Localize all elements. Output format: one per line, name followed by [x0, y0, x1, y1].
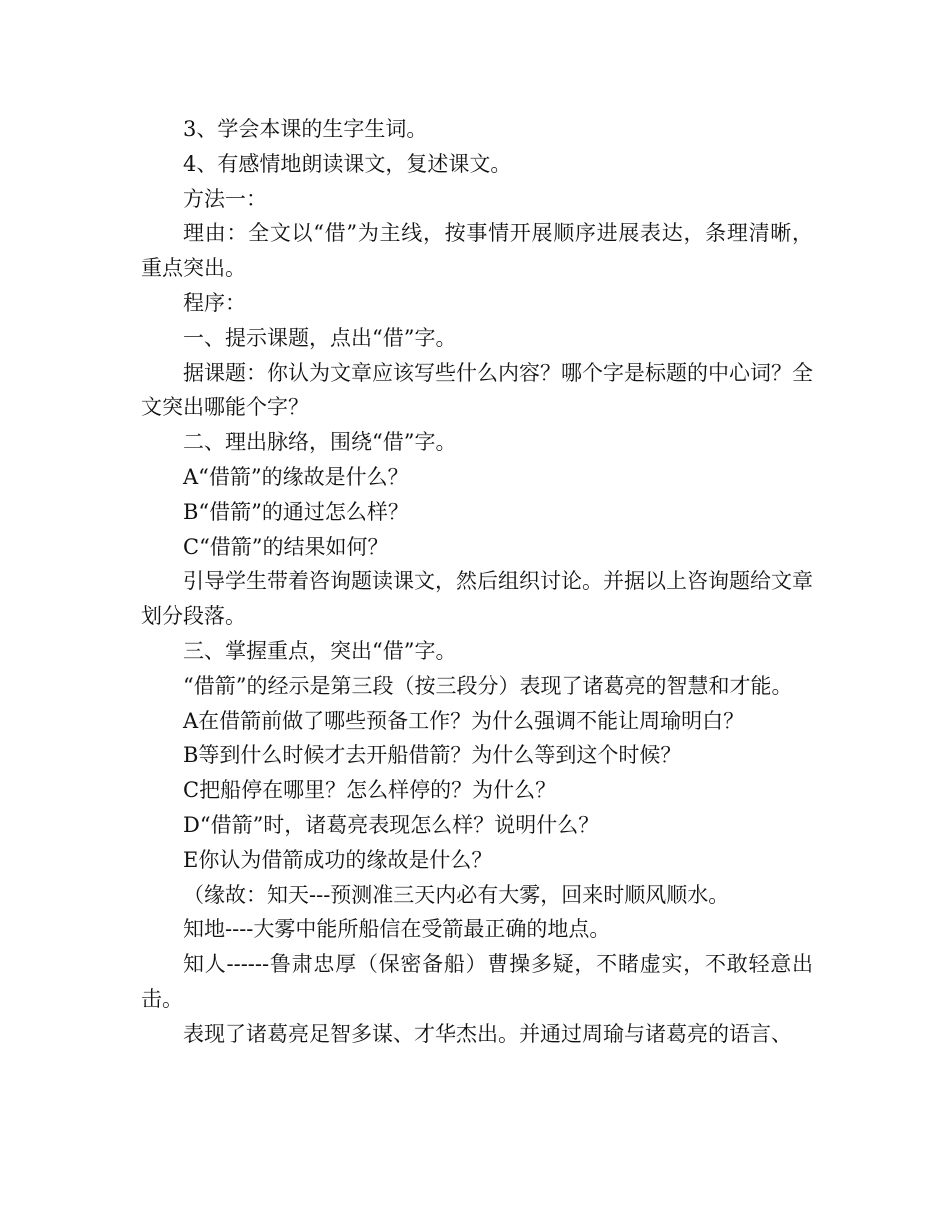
paragraph-objective-4: 4、有感情地朗读课文，复述课文。 — [183, 151, 512, 176]
paragraph-method-heading: 方法一： — [183, 186, 267, 211]
paragraph-step-2: 二、理出脉络，围绕“借”字。 — [183, 430, 457, 455]
paragraph-focus-c: C把船停在哪里？怎么样停的？为什么？ — [183, 778, 557, 803]
paragraph-focus-b: B等到什么时候才去开船借箭？为什么等到这个时候？ — [183, 743, 682, 768]
paragraph-focus-a: A在借箭前做了哪些预备工作？为什么强调不能让周瑜明白？ — [183, 708, 745, 733]
paragraph-reason-sky: （缘故：知天---预测准三天内必有大雾，回来时顺风顺水。 — [183, 882, 730, 907]
paragraph-reason: 理由：全文以“借”为主线，按事情开展顺序进展表达，条理清晰，重点突出。 — [141, 221, 813, 281]
paragraph-step-1-detail: 据课题：你认为文章应该写些什么内容？哪个字是标题的中心词？全文突出哪能个字？ — [141, 360, 813, 420]
paragraph-step-3: 三、掌握重点，突出“借”字。 — [183, 638, 457, 663]
paragraph-step-1: 一、提示课题，点出“借”字。 — [183, 325, 457, 350]
paragraph-question-b: B“借箭”的通过怎么样？ — [183, 499, 409, 524]
paragraph-objective-3: 3、学会本课的生字生词。 — [183, 117, 428, 141]
paragraph-reason-people: 知人------鲁肃忠厚（保密备船）曹操多疑，不睹虚实，不敢轻意出击。 — [141, 952, 813, 1011]
paragraph-question-c: C“借箭”的结果如何？ — [183, 534, 389, 559]
paragraph-focus-e: E你认为借箭成功的缘故是什么？ — [183, 847, 493, 872]
paragraph-focus-d: D“借箭”时，诸葛亮表现怎么样？说明什么？ — [183, 812, 600, 837]
document-body — [141, 112, 813, 1052]
paragraph-question-a: A“借箭”的缘故是什么？ — [183, 464, 409, 489]
paragraph-step-3-detail: “借箭”的经示是第三段（按三段分）表现了诸葛亮的智慧和才能。 — [183, 673, 793, 698]
paragraph-conclusion: 表现了诸葛亮足智多谋、才华杰出。并通过周瑜与诸葛亮的语言、 — [183, 1021, 792, 1046]
paragraph-reason-land: 知地----大雾中能所船信在受箭最正确的地点。 — [183, 917, 611, 942]
paragraph-procedure-heading: 程序： — [183, 290, 246, 315]
paragraph-guidance: 引导学生带着咨询题读课文，然后组织讨论。并据以上咨询题给文章划分段落。 — [141, 569, 813, 629]
